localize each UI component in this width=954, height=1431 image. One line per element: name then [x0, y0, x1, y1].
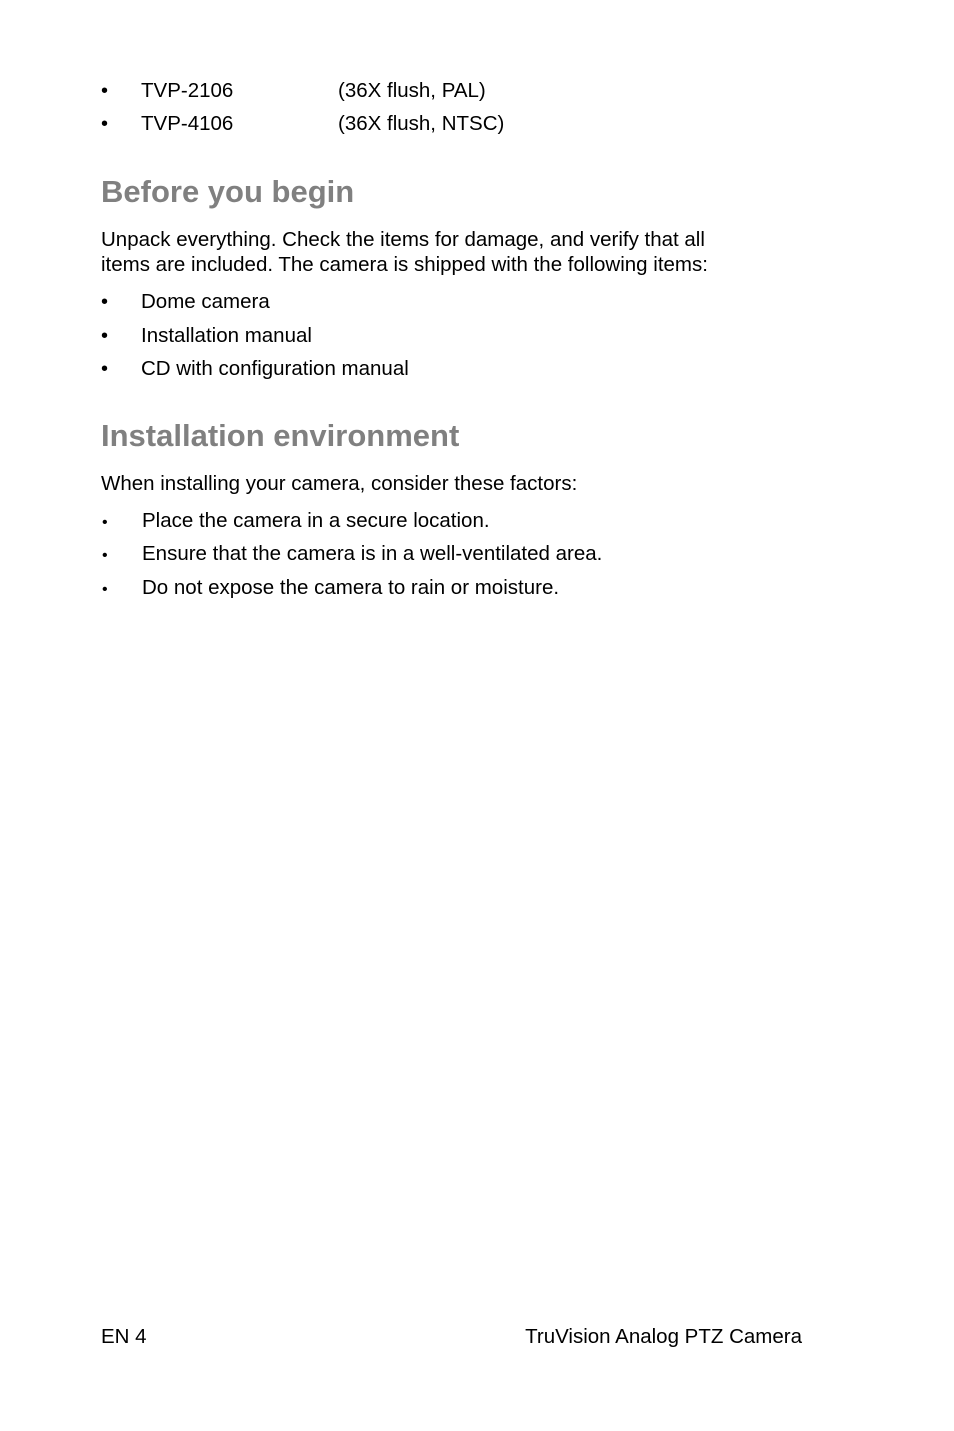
bullet-icon: •	[102, 547, 108, 564]
section-heading-before-you-begin: Before you begin	[101, 174, 355, 209]
bullet-icon: •	[102, 513, 108, 531]
model-description: (36X flush, PAL)	[338, 79, 486, 102]
model-list	[101, 74, 801, 140]
list-item-text: Do not expose the camera to rain or moisture.	[142, 575, 560, 599]
section-intro-line: items are included. The camera is shipped with the following items:	[101, 253, 708, 276]
page-content	[101, 74, 801, 604]
section-heading-installation-environment: Installation environment	[101, 417, 460, 453]
list-item	[101, 285, 801, 319]
bullet-icon: •	[102, 580, 108, 598]
bullet-icon: •	[101, 358, 109, 380]
product-name: TruVision Analog PTZ Camera	[525, 1325, 802, 1348]
section-intro-line: When installing your camera, consider these factors:	[101, 471, 578, 495]
list-item	[101, 319, 801, 353]
section-intro-line: Unpack everything. Check the items for damage, and verify that all	[101, 228, 705, 251]
page-footer	[101, 1322, 802, 1352]
model-item	[101, 74, 801, 107]
list-item	[101, 504, 801, 538]
bullet-icon: •	[101, 324, 109, 347]
bullet-icon: •	[101, 291, 109, 313]
list-item-text: Ensure that the camera is in a well-ventilated area.	[142, 542, 603, 565]
bullet-icon: •	[101, 80, 109, 102]
model-item	[101, 107, 801, 140]
list-item-text: CD with configuration manual	[141, 357, 409, 380]
list-item	[101, 571, 801, 605]
model-code: TVP-2106	[141, 79, 234, 102]
model-description: (36X flush, NTSC)	[338, 112, 505, 135]
list-item-text: Place the camera in a secure location.	[142, 508, 490, 532]
shipped-items-list	[101, 285, 801, 386]
list-item-text: Installation manual	[141, 323, 312, 347]
list-item	[101, 352, 801, 386]
list-item	[101, 537, 801, 571]
factors-list	[101, 504, 801, 605]
bullet-icon: •	[101, 113, 109, 135]
page-number: EN 4	[101, 1325, 147, 1348]
model-code: TVP-4106	[141, 112, 234, 135]
list-item-text: Dome camera	[141, 290, 270, 313]
